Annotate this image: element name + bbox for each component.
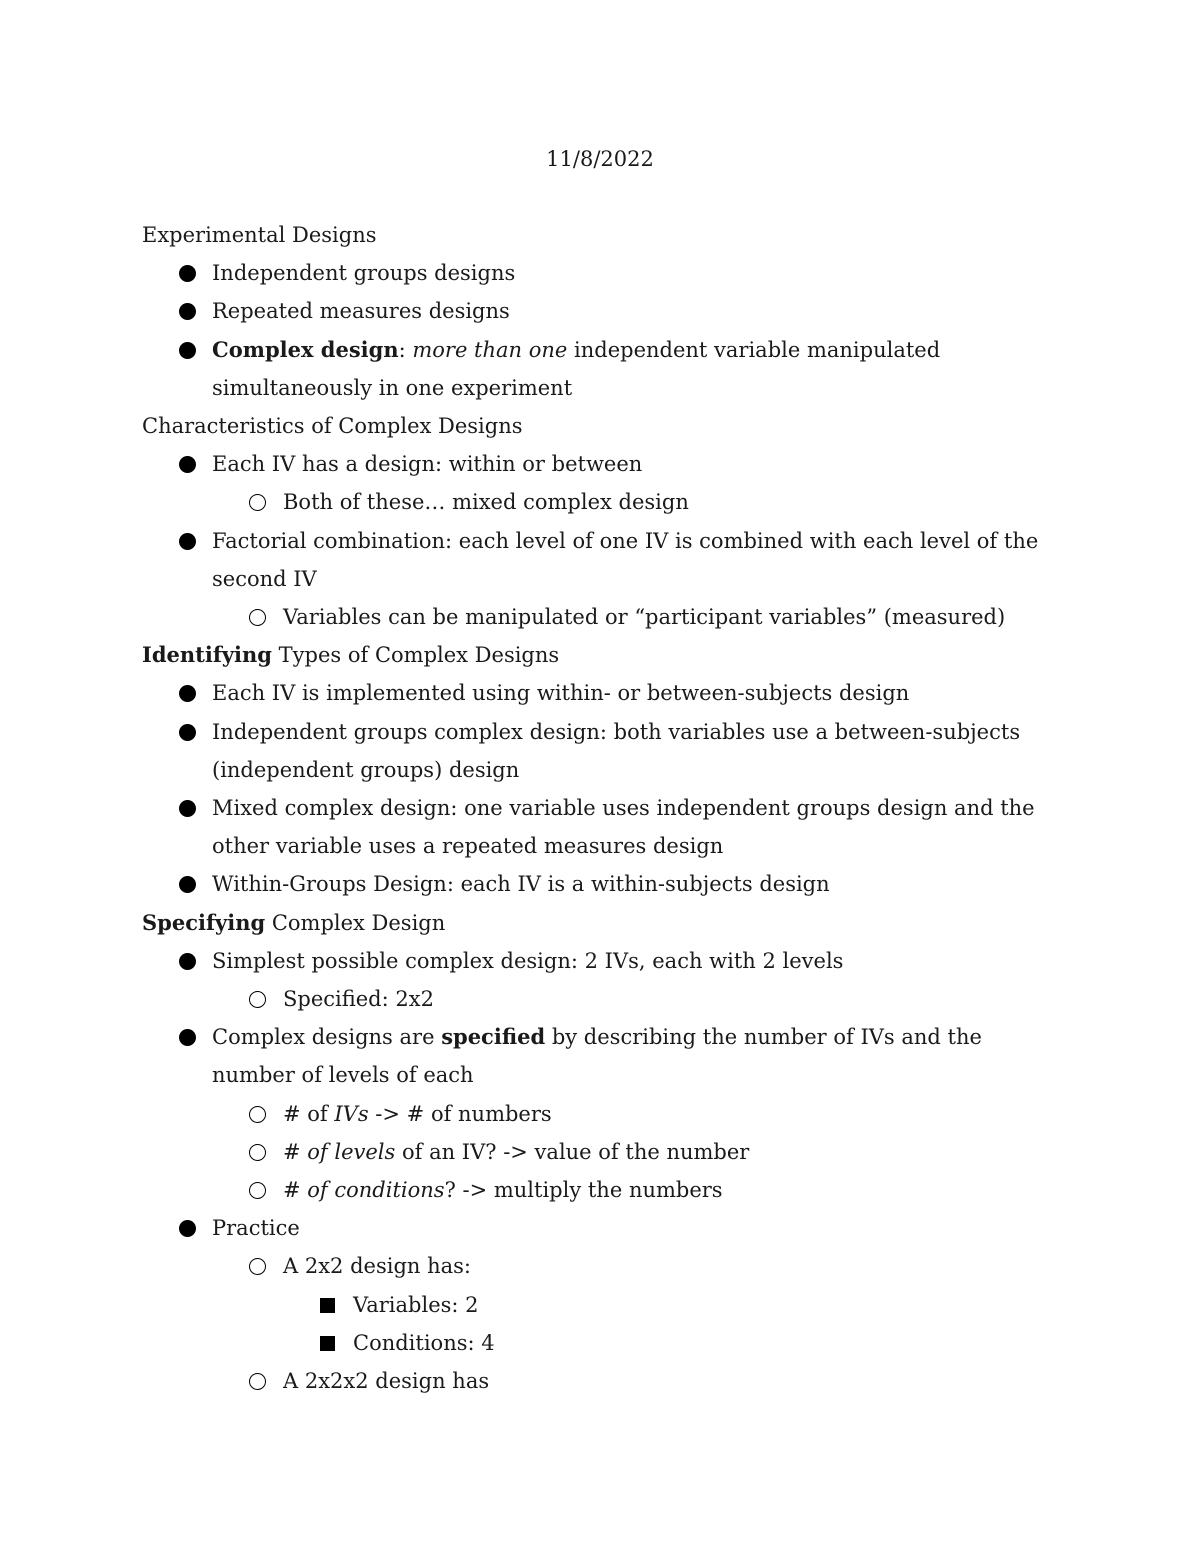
- hollow-circle-bullet-icon: [249, 991, 266, 1008]
- list-item-text: Variables can be manipulated or “participant variables” (measured): [283, 605, 1006, 630]
- hollow-circle-bullet-icon: [249, 1144, 266, 1161]
- filled-square-bullet-icon: [320, 1298, 335, 1313]
- list-item: [142, 292, 1062, 330]
- list-item-text: A 2x2x2 design has: [283, 1369, 490, 1394]
- list-item: [142, 1018, 1062, 1094]
- list-item: [142, 1171, 1062, 1209]
- list-item-text: A 2x2 design has:: [283, 1254, 471, 1279]
- list-item: [142, 1133, 1062, 1171]
- hollow-circle-bullet-icon: [249, 494, 266, 511]
- list-item: [142, 1286, 1062, 1324]
- emphasis-text: more than one: [412, 337, 568, 362]
- list-item: [142, 1247, 1062, 1285]
- heading-text: Types of Complex Designs: [271, 643, 560, 668]
- heading-bold-word: Specifying: [142, 909, 266, 935]
- list-item: [142, 674, 1062, 712]
- filled-circle-bullet-icon: [179, 265, 196, 282]
- list-identifying: [142, 674, 1062, 903]
- list-item: [142, 1324, 1062, 1362]
- filled-circle-bullet-icon: [179, 1029, 196, 1046]
- hollow-circle-bullet-icon: [249, 1106, 266, 1123]
- list-item: [142, 865, 1062, 903]
- list-item-text: Each IV is implemented using within- or between-subjects design: [212, 681, 910, 706]
- list-item-text: Factorial combination: each level of one IV is combined with each level of the second IV: [212, 528, 1039, 591]
- filled-circle-bullet-icon: [179, 724, 196, 741]
- list-item-text: Independent groups designs: [212, 261, 516, 286]
- term-specified: specified: [441, 1024, 546, 1050]
- heading-experimental-designs: Experimental Designs: [142, 223, 377, 247]
- emphasis-text: IVs: [334, 1101, 369, 1126]
- list-item-text: Within-Groups Design: each IV is a within-subjects design: [212, 872, 830, 897]
- list-item-text: #: [283, 1178, 308, 1203]
- filled-circle-bullet-icon: [179, 953, 196, 970]
- filled-circle-bullet-icon: [179, 342, 196, 359]
- filled-circle-bullet-icon: [179, 533, 196, 550]
- list-item: [142, 598, 1062, 636]
- list-item: [142, 254, 1062, 292]
- filled-circle-bullet-icon: [179, 800, 196, 817]
- heading-text: Complex Design: [265, 910, 446, 935]
- filled-square-bullet-icon: [320, 1336, 335, 1351]
- list-item-text: Both of these… mixed complex design: [283, 490, 689, 515]
- list-item-text: Repeated measures designs: [212, 299, 510, 324]
- list-item-text: # of: [283, 1101, 335, 1126]
- hollow-circle-bullet-icon: [249, 1258, 266, 1275]
- list-item: [142, 980, 1062, 1018]
- notes-body: [142, 216, 1062, 1400]
- list-item: [142, 942, 1062, 980]
- hollow-circle-bullet-icon: [249, 1373, 266, 1390]
- list-item-text: Mixed complex design: one variable uses independent groups design and the other variable uses a repeated measures design: [212, 796, 1035, 859]
- list-item-text: Complex designs are: [212, 1025, 442, 1050]
- filled-circle-bullet-icon: [179, 1220, 196, 1237]
- list-item: [142, 445, 1062, 483]
- list-item-text: :: [398, 337, 413, 362]
- emphasis-text: of conditions: [307, 1178, 445, 1203]
- list-item: [142, 1362, 1062, 1400]
- hollow-circle-bullet-icon: [249, 1182, 266, 1199]
- filled-circle-bullet-icon: [179, 685, 196, 702]
- list-item-text: Each IV has a design: within or between: [212, 452, 643, 477]
- heading-specifying: [142, 904, 1062, 942]
- heading-bold-word: Identifying: [142, 642, 272, 668]
- list-item-text: Specified: 2x2: [283, 987, 434, 1012]
- list-item: [142, 331, 1062, 407]
- heading-characteristics: Characteristics of Complex Designs: [142, 414, 523, 439]
- list-item-text: by describing the number of IVs and the number of levels of each: [212, 1025, 982, 1088]
- list-item-text: Practice: [212, 1216, 300, 1241]
- list-item-text: Conditions: 4: [353, 1330, 495, 1355]
- list-item-text: -> # of numbers: [368, 1101, 552, 1126]
- list-item-text: Independent groups complex design: both variables use a between-subjects (independent groups) design: [212, 719, 1021, 782]
- list-item-text: ? -> multiply the numbers: [444, 1178, 723, 1203]
- filled-circle-bullet-icon: [179, 876, 196, 893]
- filled-circle-bullet-icon: [179, 303, 196, 320]
- term-complex-design: Complex design: [212, 336, 399, 362]
- filled-circle-bullet-icon: [179, 456, 196, 473]
- list-specifying: [142, 942, 1062, 1400]
- document-date: 11/8/2022: [546, 147, 654, 171]
- list-item-text: Variables: 2: [353, 1292, 479, 1317]
- list-item-text: independent variable manipulated simultaneously in one experiment: [212, 337, 941, 400]
- list-characteristics: [142, 445, 1062, 636]
- list-item-text: of an IV? -> value of the number: [395, 1139, 750, 1164]
- list-item: [142, 789, 1062, 865]
- emphasis-text: of levels: [307, 1139, 396, 1164]
- hollow-circle-bullet-icon: [249, 609, 266, 626]
- list-item: [142, 713, 1062, 789]
- list-item-text: Simplest possible complex design: 2 IVs, each with 2 levels: [212, 948, 844, 973]
- list-item: [142, 1095, 1062, 1133]
- list-item: [142, 483, 1062, 521]
- heading-identifying: [142, 636, 1062, 674]
- list-item: [142, 1209, 1062, 1247]
- list-experimental-designs: [142, 254, 1062, 407]
- list-item-text: #: [283, 1139, 308, 1164]
- list-item: [142, 522, 1062, 598]
